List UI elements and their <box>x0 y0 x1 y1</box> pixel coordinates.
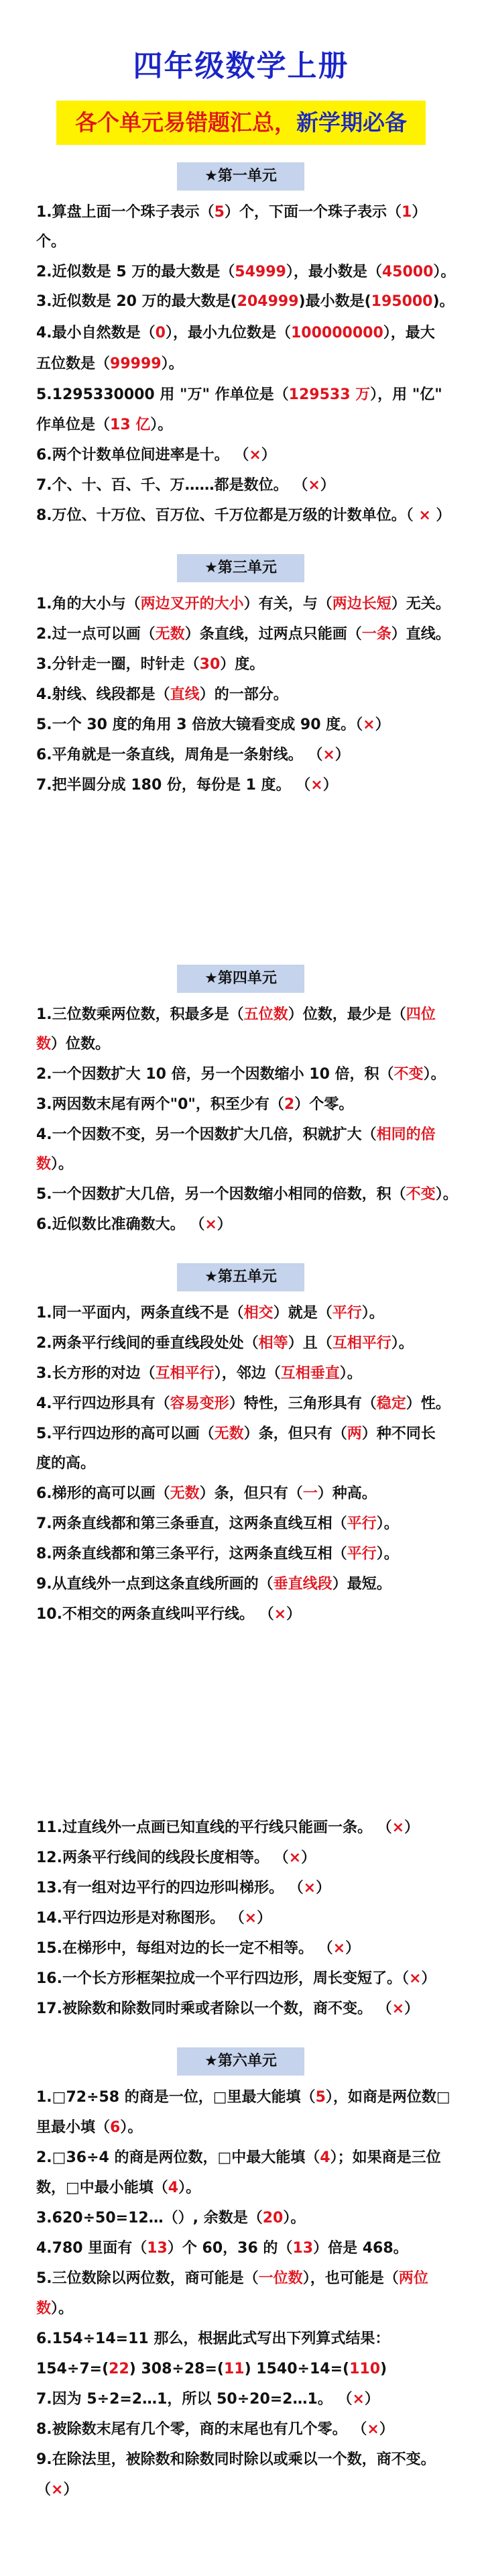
answer-text: 22 <box>109 2361 129 2377</box>
answer-text: 两位 <box>398 2270 428 2287</box>
page-title: 四年级数学上册 <box>133 49 349 83</box>
answer-text: 不变 <box>406 1186 436 1203</box>
question-text: ）有关，与（ <box>243 596 333 612</box>
question-text: ) 308÷28=( <box>129 2361 224 2377</box>
answer-text: 13 <box>147 2240 168 2257</box>
answer-text: 五位数 <box>243 1006 288 1023</box>
answer-text: 相等 <box>258 1335 288 1352</box>
question-text: ） <box>63 2481 78 2498</box>
answer-text: 11 <box>223 2361 245 2377</box>
question-text: ） <box>375 716 390 733</box>
question-text: ） <box>301 1849 316 1866</box>
wrong-mark: × <box>322 747 335 763</box>
question-text: ) 1540÷14=( <box>244 2361 350 2377</box>
section-header: ★第六单元 <box>177 2047 304 2076</box>
answer-text: 平行 <box>347 1546 377 1562</box>
question-text: ），最小九位数是（ <box>165 325 291 341</box>
answer-text: 平行 <box>347 1515 377 1532</box>
wrong-mark: × <box>333 1940 346 1957</box>
answer-text: 204999 <box>237 293 299 310</box>
question-line <box>36 1065 455 1084</box>
question-text: 7.个、十、百、千、万……都是数位。 （ <box>36 477 308 494</box>
wrong-mark: × <box>308 477 320 494</box>
question-text: ），最小数是（ <box>286 264 382 280</box>
section-header: ★第三单元 <box>177 554 304 582</box>
answer-text: 99999 <box>110 356 162 372</box>
question-line <box>36 1485 455 1503</box>
question-text: ） <box>345 1940 361 1957</box>
answer-text: 20 <box>262 2210 284 2226</box>
question-text: 度的高。 <box>36 1455 96 1472</box>
question-line <box>36 1304 455 1323</box>
question-line <box>36 1035 455 1054</box>
answer-text: 一 <box>302 1485 318 1502</box>
question-line <box>36 1909 455 1928</box>
question-text: ） <box>217 1216 232 1233</box>
question-line <box>36 2000 455 2019</box>
question-text: ） <box>257 1910 272 1927</box>
question-text: ） <box>421 1970 436 1987</box>
question-line <box>36 1575 455 1594</box>
question-text: ） <box>322 777 338 794</box>
question-text: 6.154÷14=11 那么，根据此式写出下列算式结果： <box>36 2330 390 2347</box>
answer-text: 互相平行 <box>155 1365 215 1382</box>
question-text: ）。 <box>435 1186 458 1203</box>
question-text: ）。 <box>376 1546 399 1562</box>
question-text: 17.被除数和除数同时乘或者除以一个数，商不变。 （ <box>36 2000 392 2017</box>
wrong-mark: × <box>274 1606 287 1623</box>
question-text: ）。 <box>161 356 184 372</box>
question-text: ），最大 <box>383 325 435 341</box>
wrong-mark: × <box>391 1819 405 1836</box>
question-line <box>36 595 455 614</box>
wrong-mark: × <box>51 2481 64 2498</box>
wrong-mark: × <box>367 2421 379 2438</box>
question-text: 1.同一平面内，两条直线不是（ <box>36 1305 244 1322</box>
answer-text: 4 <box>168 2180 179 2196</box>
question-text: ） <box>261 447 276 464</box>
question-line <box>36 1216 455 1234</box>
answer-text: 一条 <box>361 626 391 643</box>
question-text: 2.一个因数扩大 10 倍，另一个因数缩小 10 倍，积（ <box>36 1066 394 1083</box>
question-text: ） <box>404 2000 420 2017</box>
answer-text: 平行 <box>332 1305 362 1322</box>
answer-text: 13 <box>292 2240 314 2257</box>
question-line <box>36 2360 455 2379</box>
question-text: ）性。 <box>406 1395 450 1412</box>
question-line <box>36 1155 455 1174</box>
answer-text: 不变 <box>394 1066 424 1083</box>
question-line <box>36 2149 455 2167</box>
wrong-mark: × <box>391 2000 405 2017</box>
question-line <box>36 625 455 644</box>
answer-text: 互相垂直 <box>280 1365 340 1382</box>
wrong-mark: × <box>288 1849 302 1866</box>
question-text: )。 <box>432 293 455 310</box>
question-text: ）条，但只有（ <box>243 1426 347 1442</box>
question-text: 15.在梯形中，每组对边的长一定不相等。 （ <box>36 1940 333 1957</box>
question-text: ）。 <box>339 1365 362 1382</box>
question-line <box>36 716 455 735</box>
question-line <box>36 776 455 795</box>
question-text: 7.把半圆分成 180 份，每份是 1 度。 （ <box>36 777 311 794</box>
answer-text: 互相平行 <box>332 1335 391 1352</box>
question-text: 1.三位数乘两位数，积最多是（ <box>36 1006 244 1023</box>
question-line <box>36 2451 455 2469</box>
answer-text: 一位数 <box>258 2270 303 2287</box>
question-text: 5.一个因数扩大几倍，另一个因数缩小相同的倍数，积（ <box>36 1186 406 1203</box>
question-line <box>36 1454 455 1473</box>
wrong-mark: × <box>363 716 375 733</box>
answer-text: 5 <box>214 204 225 221</box>
question-line <box>36 203 455 222</box>
question-line <box>36 655 455 674</box>
question-text: ）；如果商是三位 <box>330 2149 441 2166</box>
question-text: ）且（ <box>288 1335 333 1352</box>
question-text: ）倍是 468。 <box>313 2240 408 2257</box>
question-line <box>36 292 455 311</box>
question-text: 5.三位数除以两位数，商可能是（ <box>36 2270 259 2287</box>
question-text: 7.因为 5÷2=2…1，所以 50÷20=2…1。 （ <box>36 2391 353 2408</box>
question-text: ）。 <box>391 1335 414 1352</box>
question-text: 里最小填（ <box>36 2119 111 2136</box>
question-line <box>36 233 455 252</box>
question-text: ）就是（ <box>273 1305 333 1322</box>
question-line <box>36 2330 455 2349</box>
question-text: 16.一个长方形框架拉成一个平行四边形，周长变短了。（ <box>36 1970 409 1987</box>
question-text: ）。 <box>376 1515 399 1532</box>
answer-text: 2 <box>284 1096 295 1113</box>
answer-text: 1 <box>402 204 412 221</box>
question-line <box>36 2239 455 2258</box>
answer-text: 无数 <box>214 1426 244 1442</box>
question-line <box>36 1819 455 1837</box>
question-line <box>36 2118 455 2137</box>
question-line <box>36 1185 458 1204</box>
question-line <box>36 1334 455 1353</box>
question-text: 2.□36÷4 的商是两位数，□中最大能填（ <box>36 2149 320 2166</box>
question-text: 1.□72÷58 的商是一位，□里最大能填（ <box>36 2089 316 2106</box>
question-line <box>36 2088 455 2107</box>
question-text: 10.不相交的两条直线叫平行线。 （ <box>36 1606 274 1623</box>
question-text: ）。 <box>283 2210 306 2226</box>
question-text: 4.平行四边形具有（ <box>36 1395 170 1412</box>
question-text: ） <box>320 477 335 494</box>
question-text: 3.分针走一圈，时针走（ <box>36 656 200 673</box>
question-text: ）无关。 <box>391 596 450 612</box>
section-header: ★第一单元 <box>177 162 304 191</box>
question-text: 8.被除数末尾有几个零，商的末尾也有几个零。 （ <box>36 2421 367 2438</box>
question-text: ) <box>380 2361 387 2377</box>
question-text: ）种高。 <box>317 1485 377 1502</box>
answer-text: 相交 <box>243 1305 274 1322</box>
question-line <box>36 416 455 435</box>
question-text: 6.近似数比准确数大。 （ <box>36 1216 205 1233</box>
question-text: ） <box>316 1880 331 1896</box>
question-line <box>36 1126 455 1144</box>
question-text: 4.一个因数不变，另一个因数扩大几倍，积就扩大（ <box>36 1126 377 1143</box>
question-line <box>36 446 455 465</box>
question-text: ），如商是两位数□ <box>325 2089 450 2106</box>
question-text: ） <box>364 2391 379 2408</box>
answer-text: 稳定 <box>376 1395 406 1412</box>
question-text: （ <box>36 2481 52 2498</box>
question-text: 11.过直线外一点画已知直线的平行线只能画一条。 （ <box>36 1819 392 1836</box>
question-text: 3.两因数末尾有两个"0"，积至少有（ <box>36 1096 284 1113</box>
question-text: 3.近似数是 20 万的最大数是( <box>36 293 237 310</box>
question-text: 6.两个计数单位间进率是十。 （ <box>36 447 249 464</box>
answer-text: 容易变形 <box>170 1395 229 1412</box>
question-line <box>36 263 455 282</box>
question-line <box>36 324 455 343</box>
subtitle-blue: 新学期必备 <box>296 109 407 136</box>
question-text: ）个零。 <box>294 1096 354 1113</box>
question-text: ），邻边（ <box>214 1365 281 1382</box>
answer-text: 54999 <box>235 264 286 280</box>
question-text: 4.780 里面有（ <box>36 2240 147 2257</box>
answer-text: 5 <box>315 2089 326 2106</box>
question-line <box>36 506 455 525</box>
question-text: 13.有一组对边平行的四边形叫梯形。 （ <box>36 1880 304 1896</box>
question-text: ） <box>412 204 427 221</box>
question-line <box>36 2390 455 2409</box>
question-line <box>36 1515 455 1534</box>
question-line <box>36 2420 455 2439</box>
question-text: 3.620÷50=12…（）, 余数是（ <box>36 2210 263 2226</box>
question-line <box>36 1879 455 1898</box>
question-text: 9.在除法里，被除数和除数同时除以或乘以一个数，商不变。 <box>36 2451 436 2468</box>
question-line <box>36 2179 455 2198</box>
question-line <box>36 1395 455 1413</box>
question-line <box>36 1364 455 1383</box>
question-text: 作单位是（ <box>36 417 111 433</box>
question-text: ），用 "亿" <box>370 386 442 403</box>
question-text: 1.算盘上面一个珠子表示（ <box>36 204 215 221</box>
question-line <box>36 1095 455 1114</box>
question-text: ），也可能是（ <box>302 2270 399 2287</box>
question-text: ）个，下面一个珠子表示（ <box>224 204 402 221</box>
wrong-mark: × <box>310 777 323 794</box>
answer-text: 45000 <box>381 264 434 280</box>
answer-text: 110 <box>349 2361 381 2377</box>
question-text: ）最短。 <box>332 1576 391 1593</box>
question-text: ）直线。 <box>391 626 450 643</box>
question-text: ）。 <box>120 2119 143 2136</box>
question-text: ）位数。 <box>51 1036 111 1053</box>
question-text: ）。 <box>150 417 173 433</box>
answer-text: 相同的倍 <box>376 1126 436 1143</box>
question-text: 7.两条直线都和第三条垂直，这两条直线互相（ <box>36 1515 347 1532</box>
answer-text: 两边叉开的大小 <box>140 596 244 612</box>
question-text: ）度。 <box>220 656 265 673</box>
answer-text: 6 <box>110 2119 121 2136</box>
question-text: 5.1295330000 用 "万" 作单位是（ <box>36 386 289 403</box>
question-text: 6.平角就是一条直线，周角是一条射线。 （ <box>36 747 323 763</box>
question-text: ）。 <box>51 2300 74 2317</box>
question-text: 4.射线、线段都是（ <box>36 686 170 703</box>
question-line <box>36 1849 455 1868</box>
question-text: ）位数，最少是（ <box>288 1006 406 1023</box>
answer-text: 0 <box>155 325 166 341</box>
answer-text: 129533 万 <box>288 386 371 403</box>
subtitle-banner <box>56 101 426 145</box>
question-text: 个。 <box>36 233 66 250</box>
question-text: 5.平行四边形的高可以画（ <box>36 1426 215 1442</box>
question-text: ）条直线，过两点只能画（ <box>184 626 362 643</box>
question-line <box>36 1006 455 1024</box>
wrong-mark: × <box>352 2391 365 2408</box>
question-text: ）种不同长 <box>361 1426 436 1442</box>
question-text: ） <box>404 1819 420 1836</box>
question-text: 五位数是（ <box>36 356 111 372</box>
answer-text: 数 <box>36 2300 52 2317</box>
question-text: 4.最小自然数是（ <box>36 325 156 341</box>
answer-text: 4 <box>320 2149 330 2166</box>
question-text: )最小数是( <box>298 293 371 310</box>
question-line <box>36 746 455 765</box>
question-line <box>36 1545 455 1564</box>
question-text: ） <box>430 507 451 524</box>
wrong-mark: × <box>244 1910 257 1927</box>
question-text: ）特性，三角形具有（ <box>229 1395 377 1412</box>
wrong-mark: × <box>204 1216 217 1233</box>
answer-text: 195000 <box>371 293 433 310</box>
question-text: 154÷7=( <box>36 2361 109 2377</box>
section-header: ★第四单元 <box>177 965 304 993</box>
question-text: ） <box>379 2421 394 2438</box>
answer-text: 30 <box>199 656 221 673</box>
question-text: ）。 <box>51 1156 74 1173</box>
question-text: 数，□中最小能填（ <box>36 2180 168 2196</box>
subtitle-red: 各个单元易错题汇总， <box>75 109 296 136</box>
question-line <box>36 1605 455 1624</box>
wrong-mark: × <box>303 1880 316 1896</box>
answer-text: 13 亿 <box>110 417 151 433</box>
question-line <box>36 355 455 374</box>
question-text: ）条，但只有（ <box>199 1485 303 1502</box>
question-text: ）。 <box>361 1305 384 1322</box>
question-line <box>36 2209 455 2228</box>
question-text: ） <box>335 747 350 763</box>
question-text: ）的一部分。 <box>199 686 288 703</box>
question-line <box>36 2269 455 2288</box>
question-text: ）。 <box>433 264 456 280</box>
question-text: 14.平行四边形是对称图形。 （ <box>36 1910 245 1927</box>
question-text: 8.万位、十万位、百万位、千万位都是万级的计数单位。（ <box>36 507 419 524</box>
question-text: 9.从直线外一点到这条直线所画的（ <box>36 1576 274 1593</box>
question-text: ）个 60，36 的（ <box>167 2240 293 2257</box>
answer-text: 数 <box>36 1036 52 1053</box>
question-line <box>36 1939 455 1958</box>
wrong-mark: × <box>418 507 431 524</box>
answer-text: 数 <box>36 1156 52 1173</box>
question-text: 2.两条平行线间的垂直线段处处（ <box>36 1335 259 1352</box>
question-text: ）。 <box>178 2180 201 2196</box>
question-line <box>36 1425 455 1444</box>
question-line <box>36 476 455 495</box>
question-line <box>36 2481 455 2500</box>
section-header: ★第五单元 <box>177 1263 304 1291</box>
question-line <box>36 686 455 704</box>
question-text: 2.近似数是 5 万的最大数是（ <box>36 264 235 280</box>
question-line <box>36 386 455 405</box>
answer-text: 四位 <box>406 1006 436 1023</box>
answer-text: 100000000 <box>291 325 383 341</box>
answer-text: 直线 <box>170 686 200 703</box>
question-text: 6.梯形的高可以画（ <box>36 1485 170 1502</box>
question-text: 12.两条平行线间的线段长度相等。 （ <box>36 1849 289 1866</box>
answer-text: 两边长短 <box>332 596 391 612</box>
question-line <box>36 1970 455 1988</box>
answer-text: 无数 <box>155 626 185 643</box>
answer-text: 两 <box>347 1426 362 1442</box>
question-text: ） <box>286 1606 302 1623</box>
question-text: ）。 <box>423 1066 446 1083</box>
question-text: 3.长方形的对边（ <box>36 1365 156 1382</box>
wrong-mark: × <box>408 1970 422 1987</box>
question-line <box>36 2300 455 2318</box>
question-text: 5.一个 30 度的角用 3 倍放大镜看变成 90 度。（ <box>36 716 363 733</box>
wrong-mark: × <box>249 447 261 464</box>
question-text: 1.角的大小与（ <box>36 596 141 612</box>
question-text: 2.过一点可以画（ <box>36 626 156 643</box>
answer-text: 垂直线段 <box>273 1576 333 1593</box>
answer-text: 无数 <box>170 1485 200 1502</box>
question-text: 8.两条直线都和第三条平行，这两条直线互相（ <box>36 1546 347 1562</box>
